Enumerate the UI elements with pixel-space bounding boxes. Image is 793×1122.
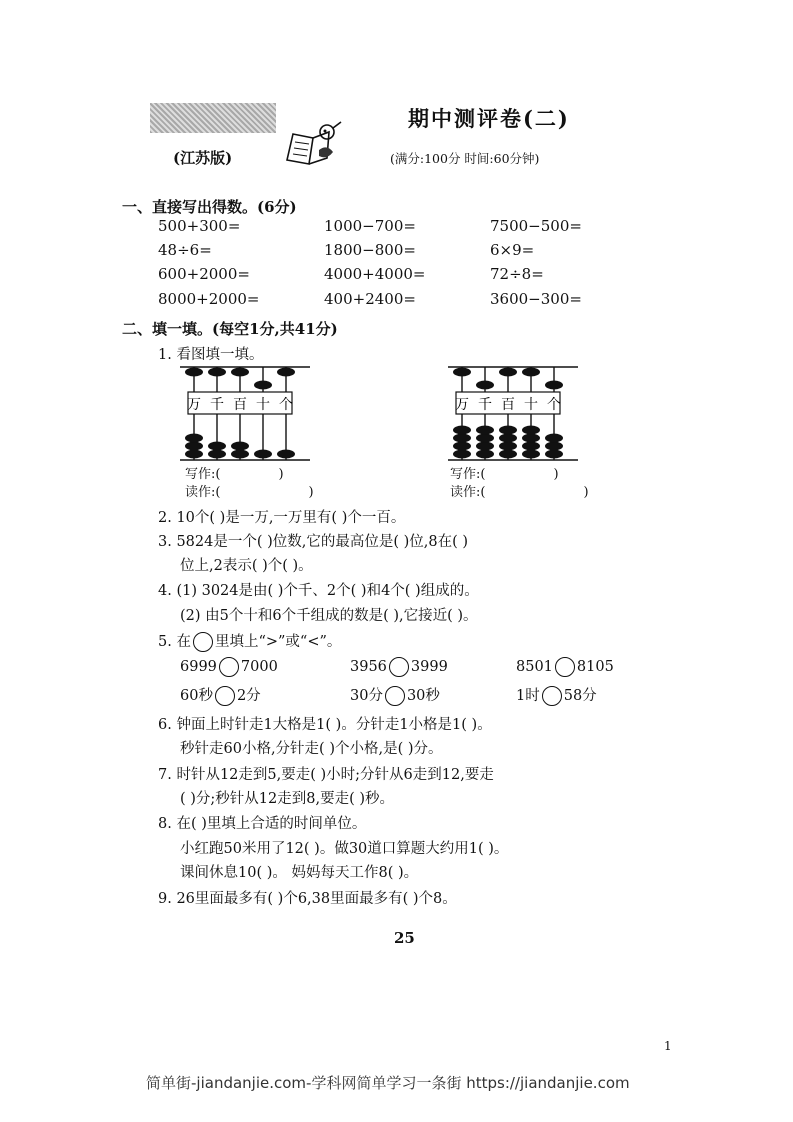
- question-8-line3: 课间休息10( )。 妈妈每天工作8( )。: [180, 865, 419, 881]
- question-7-line2: ( )分;秒针从12走到8,要走( )秒。: [180, 791, 395, 807]
- abacus-bead: [545, 442, 563, 451]
- abacus-bead: [522, 434, 540, 443]
- abacus-place-label: 个: [279, 397, 293, 413]
- abacus-bead: [254, 450, 272, 459]
- read-label: 读作:(: [450, 485, 486, 500]
- abacus-bead: [545, 450, 563, 459]
- write-label: 写作:(: [450, 467, 486, 482]
- abacus-place-label: 千: [210, 397, 224, 413]
- abacus-right-read: [450, 481, 589, 500]
- corner-number: 1: [664, 1039, 672, 1053]
- calc-item: 8000+2000=: [158, 290, 260, 308]
- abacus-bead: [545, 434, 563, 443]
- abacus-bead: [499, 426, 517, 435]
- abacus-place-label: 十: [256, 397, 270, 413]
- compare-circle-icon[interactable]: [555, 657, 575, 677]
- abacus-bead: [453, 434, 471, 443]
- abacus-place-label: 万: [455, 397, 469, 413]
- abacus-bead: [185, 434, 203, 443]
- abacus-bead: [453, 368, 471, 377]
- compare-item: 1时 58分: [516, 688, 597, 704]
- compare-item: 3956 3999: [350, 659, 448, 675]
- abacus-bead: [231, 442, 249, 451]
- abacus-place-label: 十: [524, 397, 538, 413]
- abacus-bead: [208, 368, 226, 377]
- compare-circle-icon[interactable]: [219, 657, 239, 677]
- page-number: 25: [394, 929, 415, 947]
- footer-watermark: 简单街-jiandanjie.com-学科网简单学习一条街 https://jiandanjie.com: [146, 1074, 630, 1092]
- calc-item: 7500−500=: [490, 217, 582, 235]
- question-3-line1: 3. 5824是一个( )位数,它的最高位是( )位,8在( ): [158, 534, 469, 550]
- abacus-left: [180, 364, 310, 464]
- question-3-line2: 位上,2表示( )个( )。: [180, 558, 313, 574]
- write-close: ): [553, 467, 559, 482]
- calc-item: 72÷8=: [490, 265, 544, 283]
- section2-heading: 二、填一填。(每空1分,共41分): [122, 320, 338, 338]
- abacus-bead: [231, 450, 249, 459]
- compare-circle-icon[interactable]: [542, 686, 562, 706]
- abacus-bead: [453, 442, 471, 451]
- read-close: ): [308, 485, 314, 500]
- abacus-bead: [277, 368, 295, 377]
- exam-meta: (满分:100分 时间:60分钟): [390, 151, 540, 166]
- abacus-bead: [476, 434, 494, 443]
- calc-item: 600+2000=: [158, 265, 250, 283]
- abacus-bead: [476, 426, 494, 435]
- abacus-left-write: [185, 463, 284, 482]
- compare-circle-icon[interactable]: [215, 686, 235, 706]
- abacus-bead: [522, 442, 540, 451]
- abacus-bead: [185, 442, 203, 451]
- abacus-bead: [522, 368, 540, 377]
- abacus-bead: [545, 381, 563, 390]
- question-9: 9. 26里面最多有( )个6,38里面最多有( )个8。: [158, 891, 457, 907]
- abacus-bead: [476, 442, 494, 451]
- abacus-bead: [499, 434, 517, 443]
- abacus-bead: [499, 450, 517, 459]
- reading-cartoon-icon: [283, 120, 345, 168]
- calc-item: 500+300=: [158, 217, 241, 235]
- calc-item: 1800−800=: [324, 241, 416, 259]
- abacus-bead: [499, 442, 517, 451]
- compare-circle-icon[interactable]: [389, 657, 409, 677]
- calc-item: 400+2400=: [324, 290, 416, 308]
- compare-circle-icon: [193, 632, 213, 652]
- abacus-bead: [277, 450, 295, 459]
- abacus-bead: [254, 381, 272, 390]
- question-7-line1: 7. 时针从12走到5,要走( )小时;分针从6走到12,要走: [158, 767, 494, 783]
- compare-item: 30分 30秒: [350, 688, 440, 704]
- q5-label-post: 里填上“>”或“<”。: [214, 634, 342, 650]
- abacus-bead: [476, 381, 494, 390]
- calc-item: 4000+4000=: [324, 265, 426, 283]
- question-2: 2. 10个( )是一万,一万里有( )个一百。: [158, 510, 406, 526]
- abacus-bead: [185, 450, 203, 459]
- question-8-line1: 8. 在( )里填上合适的时间单位。: [158, 816, 367, 832]
- read-close: ): [583, 485, 589, 500]
- question-6-line2: 秒针走60小格,分针走( )个小格,是( )分。: [180, 741, 443, 757]
- calc-item: 3600−300=: [490, 290, 582, 308]
- abacus-bead: [208, 450, 226, 459]
- abacus-bead: [476, 450, 494, 459]
- compare-item: 60秒 2分: [180, 688, 261, 704]
- question-6-line1: 6. 钟面上时针走1大格是1( )。分针走1小格是1( )。: [158, 717, 492, 733]
- compare-item: 8501 8105: [516, 659, 614, 675]
- abacus-bead: [499, 368, 517, 377]
- compare-circle-icon[interactable]: [385, 686, 405, 706]
- compare-item: 6999 7000: [180, 659, 278, 675]
- abacus-place-label: 千: [478, 397, 492, 413]
- write-label: 写作:(: [185, 467, 221, 482]
- question-1: 1. 看图填一填。: [158, 347, 264, 363]
- abacus-right: [448, 364, 578, 464]
- calc-item: 6×9=: [490, 241, 535, 259]
- calc-item: 1000−700=: [324, 217, 416, 235]
- question-5: [158, 630, 341, 652]
- abacus-place-label: 百: [501, 397, 515, 413]
- read-label: 读作:(: [185, 485, 221, 500]
- abacus-bead: [453, 426, 471, 435]
- abacus-bead: [522, 426, 540, 435]
- write-close: ): [278, 467, 284, 482]
- question-8-line2: 小红跑50米用了12( )。做30道口算题大约用1( )。: [180, 841, 509, 857]
- abacus-place-label: 万: [187, 397, 201, 413]
- page-title: 期中测评卷(二): [408, 106, 570, 131]
- abacus-place-label: 个: [547, 397, 561, 413]
- abacus-bead: [522, 450, 540, 459]
- section1-heading: 一、直接写出得数。(6分): [122, 198, 297, 216]
- abacus-right-write: [450, 463, 559, 482]
- calc-item: 48÷6=: [158, 241, 212, 259]
- question-4-line1: 4. (1) 3024是由( )个千、2个( )和4个( )组成的。: [158, 583, 479, 599]
- edition-label: (江苏版): [173, 149, 233, 167]
- abacus-bead: [231, 368, 249, 377]
- abacus-bead: [453, 450, 471, 459]
- abacus-place-label: 百: [233, 397, 247, 413]
- abacus-left-read: [185, 481, 314, 500]
- header-stamp: [150, 103, 276, 133]
- q5-label-pre: 5. 在: [158, 634, 191, 650]
- question-4-line2: (2) 由5个十和6个千组成的数是( ),它接近( )。: [180, 608, 478, 624]
- abacus-bead: [185, 368, 203, 377]
- abacus-bead: [208, 442, 226, 451]
